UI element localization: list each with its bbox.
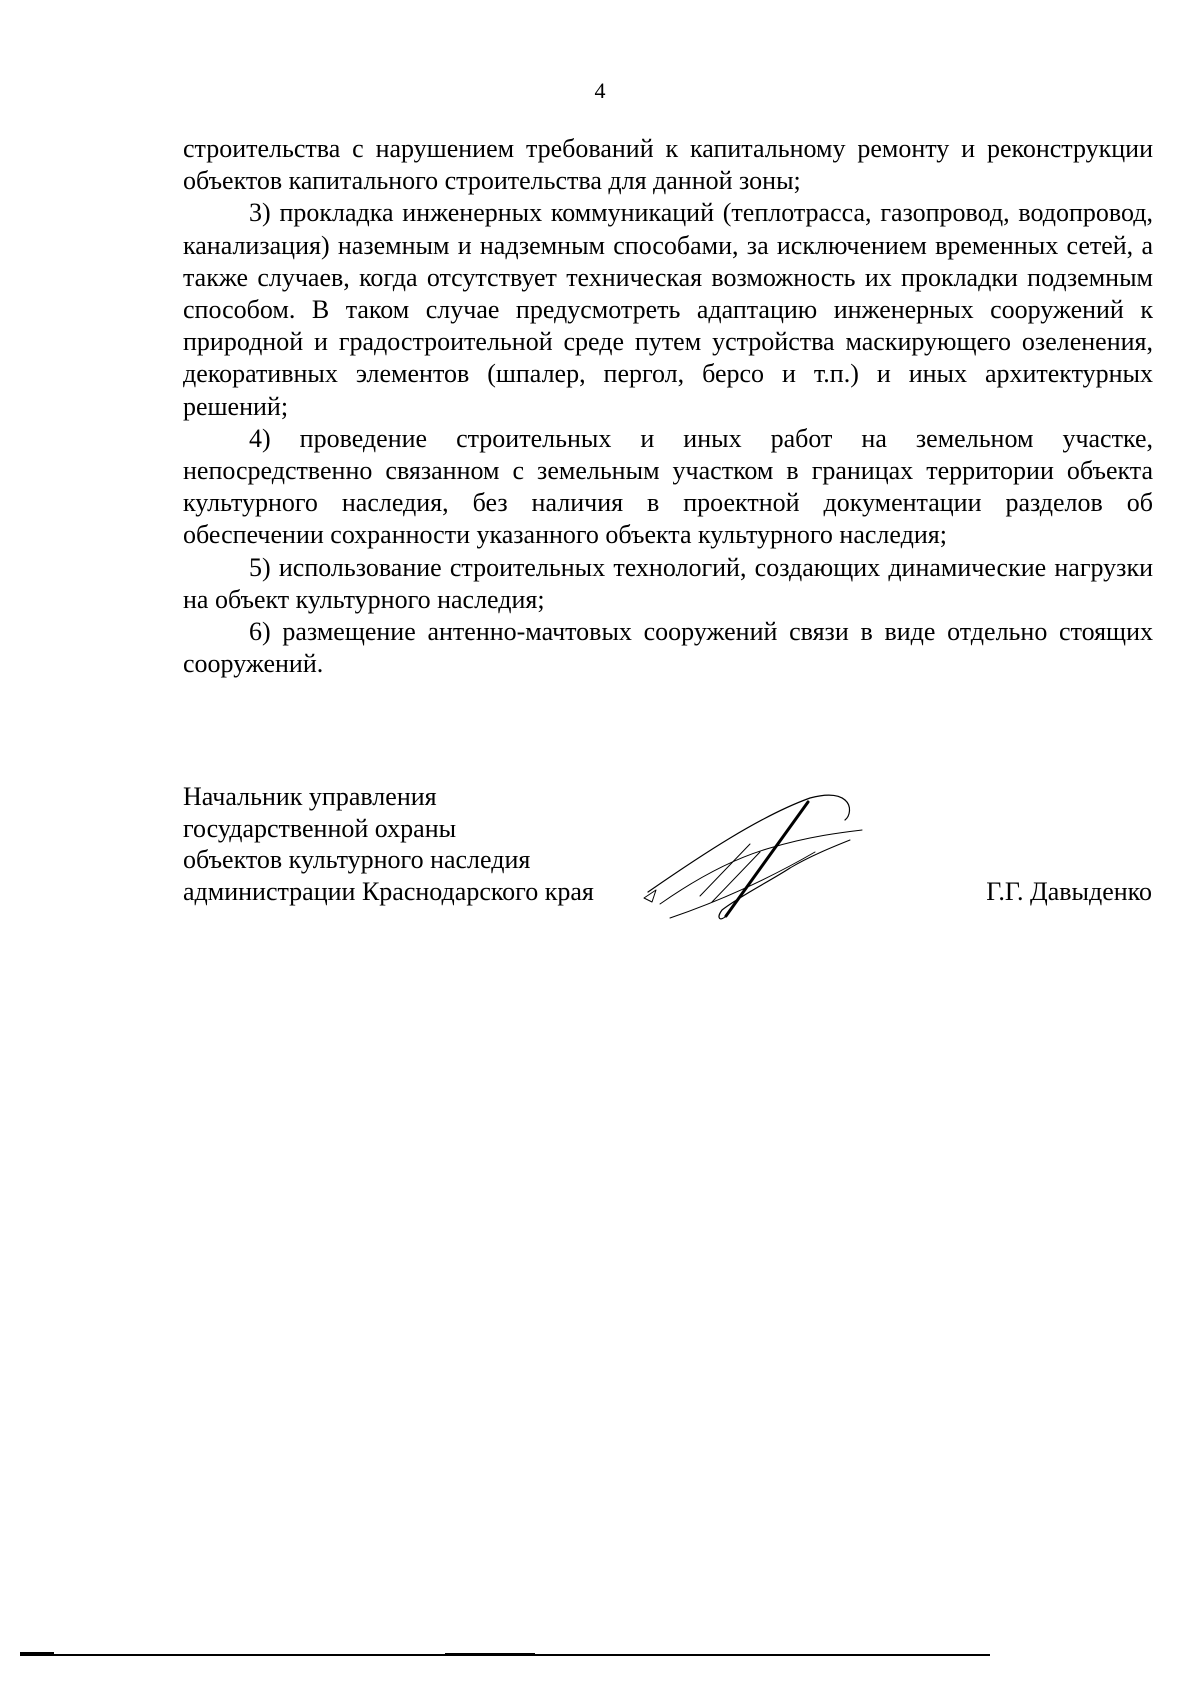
position-line: объектов культурного наследия	[183, 845, 531, 874]
page-number: 4	[594, 78, 606, 103]
position-line: Начальник управления	[183, 782, 437, 811]
paragraph-item-6: 6) размещение антенно-мачтовых сооружений связи в виде отдельно стоящих сооружений.	[183, 617, 1153, 679]
paragraph-item-3: 3) прокладка инженерных коммуникаций (теплотрасса, газопровод, водопровод, канализация) наземным и надземным способами, за исключением временных сетей, а также случаев, когда отсутствует техническая возможность их прокладки подземным способом. В таком случае предусмотреть адаптацию инженерных сооружений к природной и градостроительной среде путем устройства маскирующего озеленения, декоративных элементов (шпалер, пергол, берсо и т.п.) и иных архитектурных решений;	[183, 198, 1153, 421]
signer-position	[183, 781, 594, 907]
signer-name: Г.Г. Давыденко	[986, 877, 1152, 906]
footer-rule-accent	[445, 1653, 535, 1656]
paragraph-item-4: 4) проведение строительных и иных работ на земельном участке, непосредственно связанном с земельным участком в границах территории объекта культурного наследия, без наличия в проектной документации разделов об обеспечении сохранности указанного объекта культурного наследия;	[183, 423, 1153, 550]
footer-rule-stub	[20, 1652, 54, 1655]
position-line: администрации Краснодарского края	[183, 876, 594, 906]
position-line: государственной охраны	[183, 813, 457, 843]
paragraph-item-5: 5) использование строительных технологий, создающих динамические нагрузки на объект культурного наследия;	[183, 552, 1153, 614]
document-body	[183, 133, 1153, 680]
handwritten-signature	[640, 786, 930, 936]
paragraph-continuation: строительства с нарушением требований к капитальному ремонту и реконструкции объектов капитального строительства для данной зоны;	[183, 134, 1153, 196]
